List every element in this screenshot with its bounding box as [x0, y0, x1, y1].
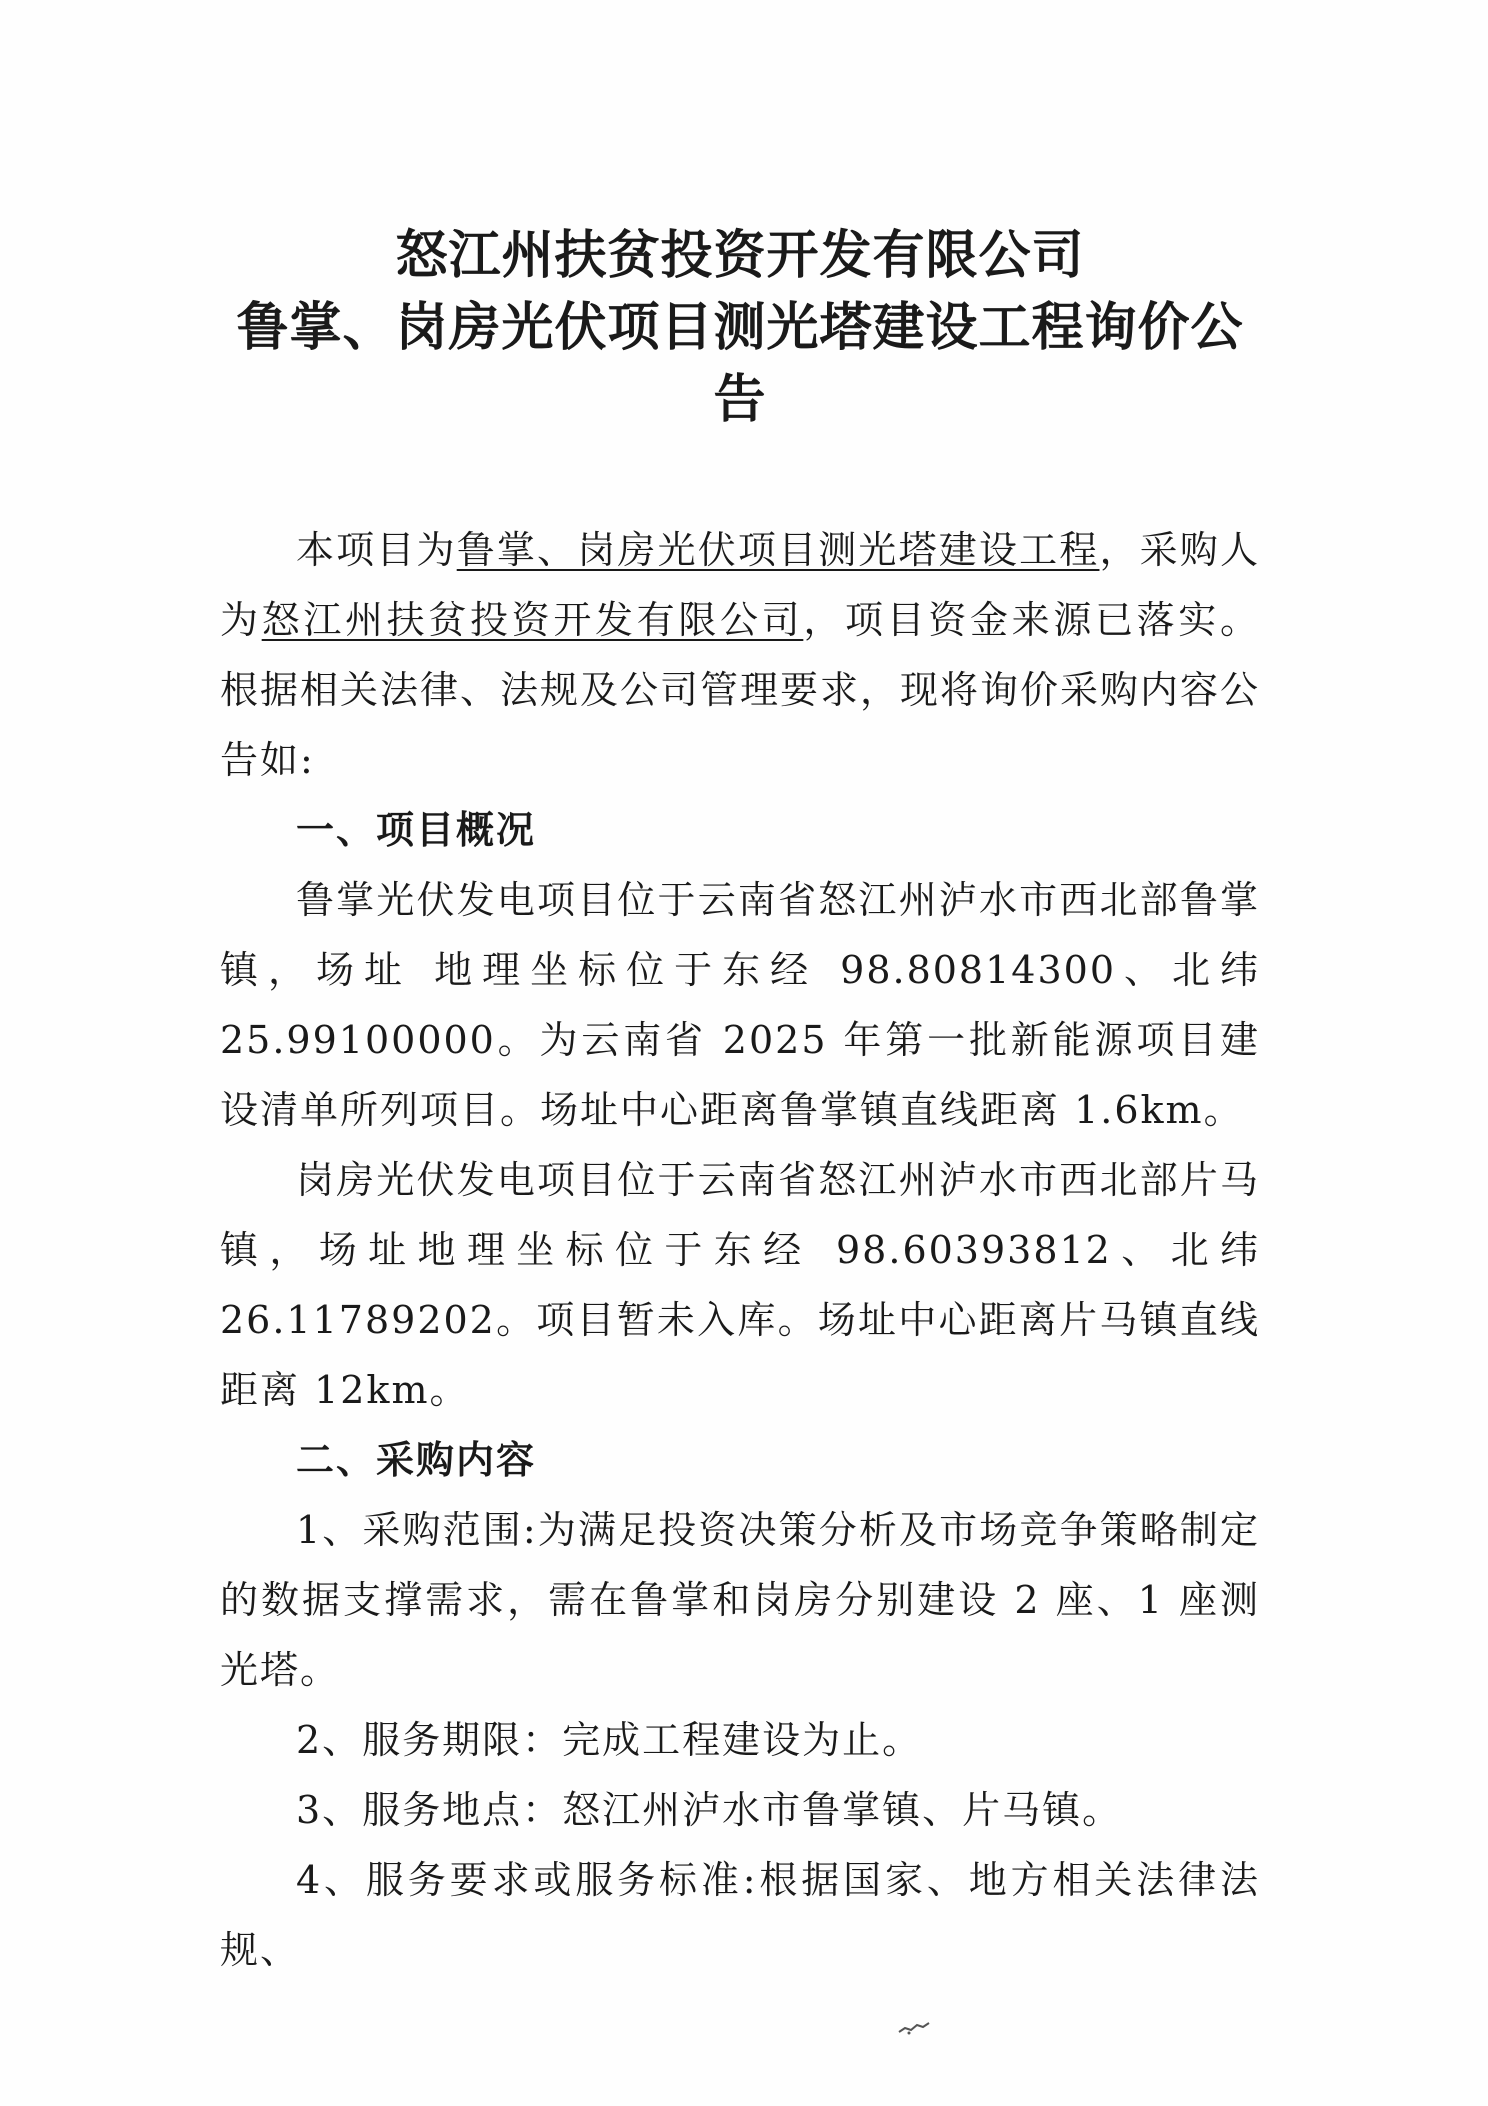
intro-text-2: ，采购人为: [220, 528, 1260, 642]
section-1-paragraph-1: 鲁掌光伏发电项目位于云南省怒江州泸水市西北部鲁掌镇，场址 地理坐标位于东经 98.80814300、北纬 25.99100000。为云南省 2025 年第一批新能源项目建设清单所列项目。场址中心距离鲁掌镇直线距离 1.6km。: [220, 878, 1260, 1132]
intro-text-3: ，项目资金来源已落实。根据相关法律、法规及公司管理要求，现将询价采购内容公告如:: [220, 598, 1261, 782]
section-2-item-4: 4、服务要求或服务标准:根据国家、地方相关法律法规、: [220, 1858, 1260, 1972]
purchaser-name: 怒江州扶贫投资开发有限公司: [261, 598, 804, 642]
title-line-1: 怒江州扶贫投资开发有限公司: [395, 225, 1085, 286]
project-name: 鲁掌、岗房光伏项目测光塔建设工程: [456, 528, 1100, 572]
section-1-paragraph-2: 岗房光伏发电项目位于云南省怒江州泸水市西北部片马镇，场址地理坐标位于东经 98.60393812、北纬 26.11789202。项目暂未入库。场址中心距离片马镇直线距离 12km。: [220, 1158, 1260, 1412]
title-line-2: 鲁掌、岗房光伏项目测光塔建设工程询价公: [236, 297, 1244, 358]
intro-text-1: 本项目为: [296, 528, 457, 572]
section-2-item-2: 2、服务期限：完成工程建设为止。: [296, 1718, 923, 1762]
scan-speck-mark: [895, 2018, 935, 2038]
title-line-3: 告: [713, 369, 767, 430]
section-1-heading: 一、项目概况: [296, 808, 537, 852]
intro-paragraph: [220, 515, 1260, 795]
section-2-heading: 二、采购内容: [296, 1438, 537, 1482]
section-2-item-3: 3、服务地点：怒江州泸水市鲁掌镇、片马镇。: [296, 1788, 1123, 1832]
section-2-item-1: 1、采购范围:为满足投资决策分析及市场竞争策略制定的数据支撑需求，需在鲁掌和岗房分别建设 2 座、1 座测光塔。: [220, 1508, 1260, 1692]
document-body: [220, 515, 1260, 1985]
